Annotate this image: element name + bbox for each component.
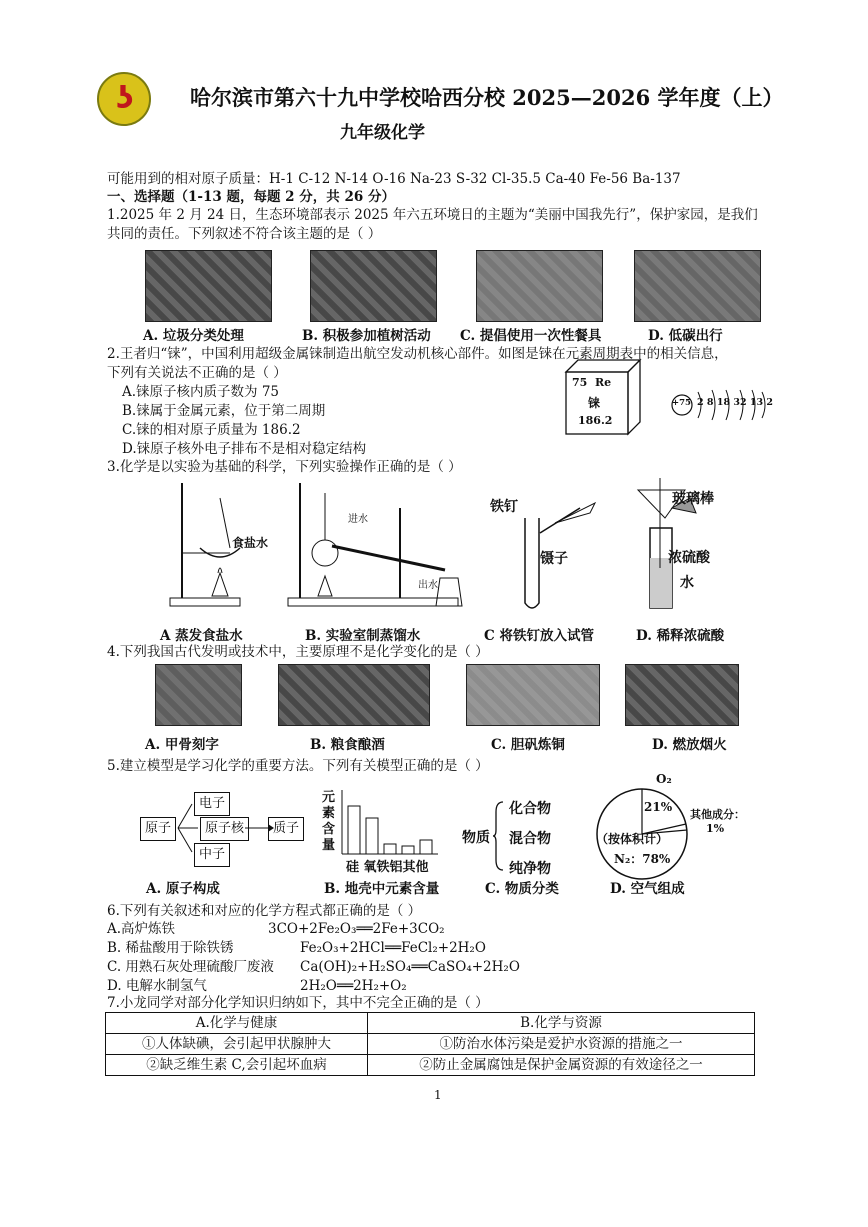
q1-option-a: A. 垃圾分类处理 xyxy=(143,328,244,344)
classification-compound: 化合物 xyxy=(509,801,551,817)
q4-stem: 4.下列我国古代发明或技术中，主要原理不是化学变化的是（ ） xyxy=(107,644,489,660)
q3-option-b: B. 实验室制蒸馏水 xyxy=(305,628,421,644)
classification-brace xyxy=(493,800,505,872)
q1-image-tree-planting xyxy=(310,250,437,322)
q4-option-c: C. 胆矾炼铜 xyxy=(491,737,565,753)
q1-image-low-carbon-travel xyxy=(634,250,761,322)
pie-volume-note: （按体积计） xyxy=(596,832,669,846)
q6-equation-b: Fe₂O₃+2HCl══FeCl₂+2H₂O xyxy=(300,940,486,956)
label-water: 水 xyxy=(680,575,694,591)
q5-option-c: C. 物质分类 xyxy=(485,881,559,897)
q5-stem: 5.建立模型是学习化学的重要方法。下列有关模型正确的是（ ） xyxy=(107,758,489,774)
element-name: 铼 xyxy=(588,396,601,410)
q6-option-b: B. 稀盐酸用于除铁锈 xyxy=(107,940,234,956)
pie-other-label: 其他成分： xyxy=(690,808,745,821)
q6-equation-d: 2H₂O══2H₂+O₂ xyxy=(300,978,407,994)
q4-image-oracle-bone xyxy=(155,664,242,726)
proton-box: 质子 xyxy=(268,817,304,841)
q3-stem: 3.化学是以实验为基础的科学，下列实验操作正确的是（ ） xyxy=(107,459,462,475)
label-iron-nail: 铁钉 xyxy=(490,499,518,515)
q5-option-a: A. 原子构成 xyxy=(146,881,220,897)
atomic-masses: 可能用到的相对原子质量：H-1 C-12 N-14 O-16 Na-23 S-32 Cl-35.5 Ca-40 Fe-56 Ba-137 xyxy=(107,171,681,187)
q4-option-b: B. 粮食酿酒 xyxy=(310,737,385,753)
nucleus-box: 原子核 xyxy=(200,817,249,841)
bar-al xyxy=(402,846,414,854)
q4-image-fireworks xyxy=(625,664,739,726)
classification-pure: 纯净物 xyxy=(509,861,551,877)
q6-equation-a: 3CO+2Fe₂O₃══2Fe+3CO₂ xyxy=(268,921,445,937)
classification-root: 物质 xyxy=(462,830,490,846)
electron-box: 电子 xyxy=(194,792,230,816)
table-header-a: A.化学与健康 xyxy=(106,1013,368,1034)
bar-fe xyxy=(384,844,396,854)
school-logo xyxy=(97,72,151,126)
label-water-in: 进水 xyxy=(348,514,368,525)
logo-mark-icon: ʖ xyxy=(116,81,134,116)
atomic-structure-diagram xyxy=(670,386,774,426)
q2-option-c: C.铼的相对原子质量为 186.2 xyxy=(122,422,301,438)
section-heading: 一、选择题（1-13 题，每题 2 分，共 26 分） xyxy=(107,189,395,205)
table-header-b: B.化学与资源 xyxy=(367,1013,754,1034)
q6-option-d: D. 电解水制氢气 xyxy=(107,978,207,994)
element-symbol: Re xyxy=(594,376,612,389)
table-cell: ②缺乏维生素 C,会引起坏血病 xyxy=(106,1055,368,1076)
periodic-table-cell xyxy=(566,372,634,438)
pie-other-value: 1% xyxy=(706,822,725,835)
q6-option-a: A.高炉炼铁 xyxy=(107,921,176,937)
page-subtitle: 九年级化学 xyxy=(340,123,425,143)
page-title: 哈尔滨市第六十九中学校哈西分校 2025—2026 学年度（上） xyxy=(190,85,784,110)
element-number: 75 xyxy=(572,376,588,389)
label-tweezers: 镊子 xyxy=(540,551,568,567)
bar-xlabels: 硅 氧铁铝其他 xyxy=(346,860,429,875)
q2-option-a: A.铼原子核内质子数为 75 xyxy=(122,384,280,400)
table-row xyxy=(106,1055,755,1076)
label-glass-rod: 玻璃棒 xyxy=(672,491,714,507)
bar-o xyxy=(366,818,378,854)
q7-stem: 7.小龙同学对部分化学知识归纳如下，其中不完全正确的是（ ） xyxy=(107,995,489,1011)
q4-option-a: A. 甲骨刻字 xyxy=(145,737,219,753)
q3-option-a: A 蒸发食盐水 xyxy=(160,628,243,644)
classification-mixture: 混合物 xyxy=(509,831,551,847)
q4-image-brewing xyxy=(278,664,430,726)
label-conc-sulfuric-acid: 浓硫酸 xyxy=(668,550,710,566)
label-water-out: 出水 xyxy=(418,580,438,591)
bar-ylabel: 元素含量 xyxy=(322,790,336,853)
pie-o2-label: O₂ xyxy=(656,772,672,786)
table-cell: ①人体缺碘，会引起甲状腺肿大 xyxy=(106,1034,368,1055)
evaporation-apparatus xyxy=(170,483,240,606)
q2-option-b: B.铼属于金属元素，位于第二周期 xyxy=(122,403,326,419)
table-cell: ②防止金属腐蚀是保护金属资源的有效途径之一 xyxy=(367,1055,754,1076)
q1-option-d: D. 低碳出行 xyxy=(648,328,723,344)
q1-stem-line1: 1.2025 年 2 月 24 日，生态环境部表示 2025 年六五环境日的主题为“美丽中国我先行”，保护家园，是我们 xyxy=(107,207,758,223)
q7-knowledge-table xyxy=(105,1012,755,1076)
q1-image-disposable-tableware xyxy=(476,250,603,322)
q3-option-c: C 将铁钉放入试管 xyxy=(484,628,594,644)
q1-option-b: B. 积极参加植树活动 xyxy=(302,328,431,344)
table-cell: ①防治水体污染是爱护水资源的措施之一 xyxy=(367,1034,754,1055)
table-row xyxy=(106,1034,755,1055)
q2-stem-line1: 2.王者归“铼”，中国利用超级金属铼制造出航空发动机核心部件。如图是铼在元素周期表中的相关信息， xyxy=(107,346,728,362)
nucleus-charge: +75 xyxy=(672,398,691,408)
element-mass: 186.2 xyxy=(578,414,613,427)
q4-image-copper-smelting xyxy=(466,664,600,726)
electron-shells: 2 8 18 32 13 2 xyxy=(697,397,774,408)
q2-stem-line2: 下列有关说法不正确的是（ ） xyxy=(107,365,287,381)
q4-option-d: D. 燃放烟火 xyxy=(652,737,727,753)
q3-option-d: D. 稀释浓硫酸 xyxy=(636,628,725,644)
pie-n2-value: N₂：78% xyxy=(614,852,671,866)
pie-o2-value: 21% xyxy=(644,800,673,814)
atom-box: 原子 xyxy=(140,817,176,841)
q6-equation-c: Ca(OH)₂+H₂SO₄══CaSO₄+2H₂O xyxy=(300,959,520,975)
q1-stem-line2: 共同的责任。下列叙述不符合该主题的是（ ） xyxy=(107,226,382,242)
neutron-box: 中子 xyxy=(194,843,230,867)
q5-option-b: B. 地壳中元素含量 xyxy=(324,881,440,897)
q6-option-c: C. 用熟石灰处理硫酸厂废液 xyxy=(107,959,274,975)
q6-stem: 6.下列有关叙述和对应的化学方程式都正确的是（ ） xyxy=(107,903,422,919)
bar-si xyxy=(348,806,360,854)
bar-other xyxy=(420,840,432,854)
q5-option-d: D. 空气组成 xyxy=(610,881,685,897)
q1-option-c: C. 提倡使用一次性餐具 xyxy=(460,328,602,344)
q1-image-garbage-bins xyxy=(145,250,272,322)
label-salt-water: 食盐水 xyxy=(232,536,269,550)
q2-option-d: D.铼原子核外电子排布不是相对稳定结构 xyxy=(122,441,367,457)
crust-element-bar-chart xyxy=(340,790,440,856)
page-number: 1 xyxy=(434,1088,442,1102)
